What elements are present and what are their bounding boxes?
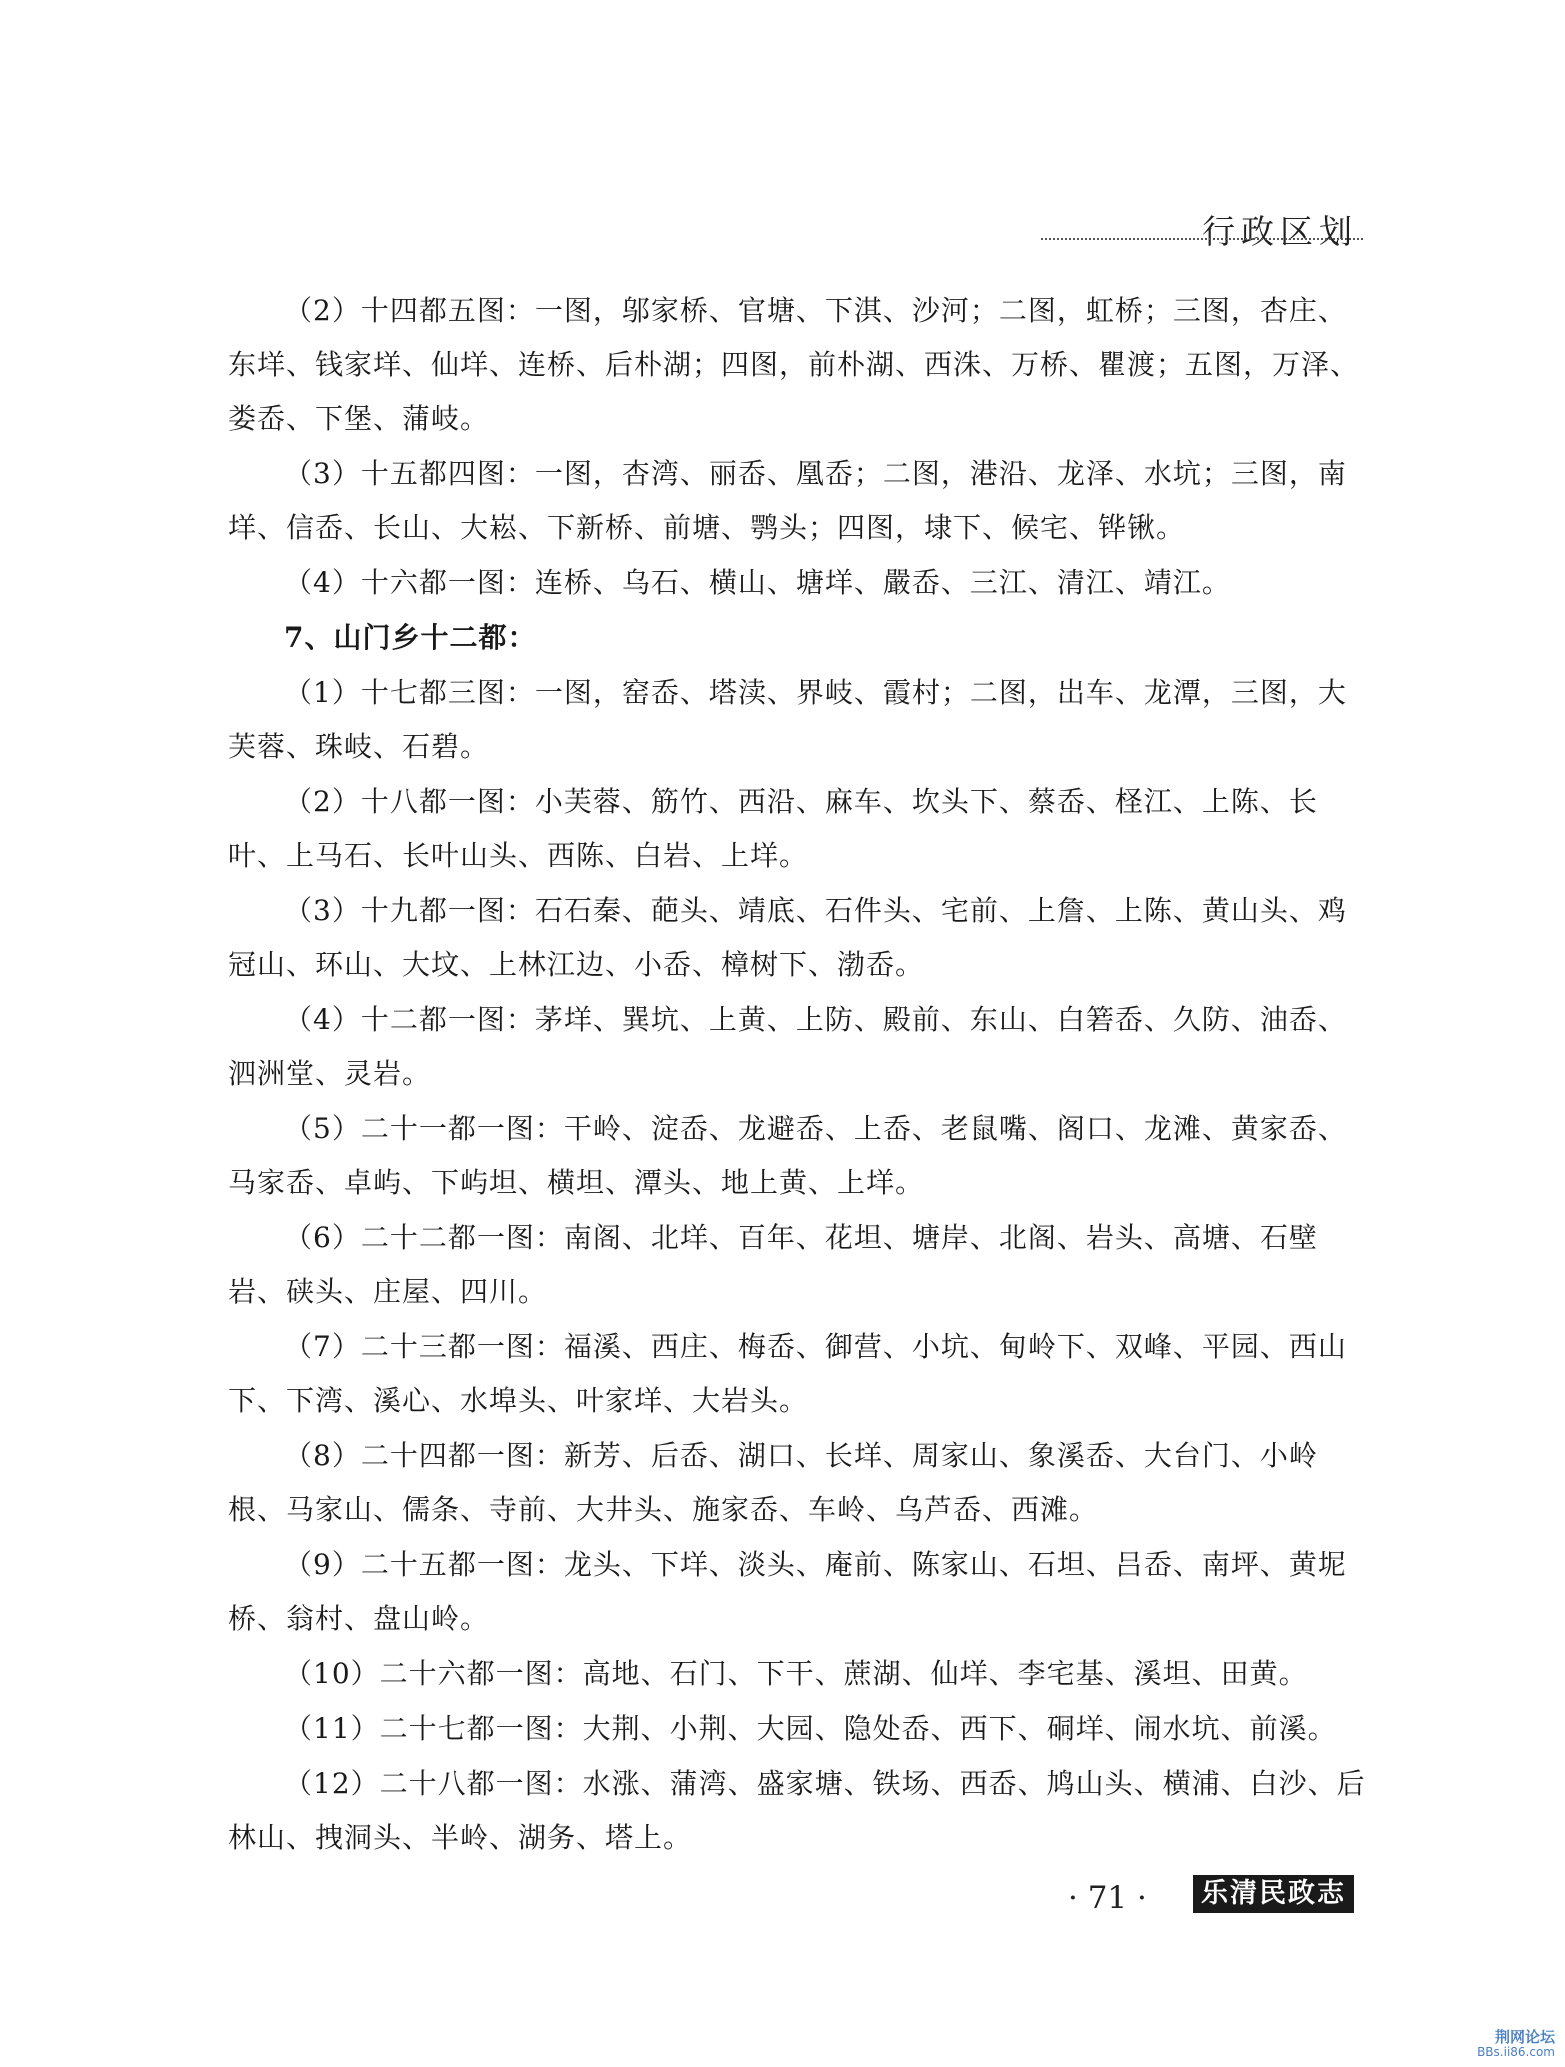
paragraph-item: （5）二十一都一图：干岭、淀岙、龙避岙、上岙、老鼠嘴、阁口、龙滩、黄家岙、马家岙、卓屿、下屿坦、横坦、潭头、地上黄、上垟。 [228,1112,1347,1199]
paragraph-item: （7）二十三都一图：福溪、西庄、梅岙、御营、小坑、甸岭下、双峰、平园、西山下、下湾、溪心、水埠头、叶家垟、大岩头。 [228,1330,1347,1417]
paragraph-item: （11）二十七都一图：大荆、小荆、大园、隐处岙、西下、硐垟、闹水坑、前溪。 [284,1712,1337,1745]
paragraph-item: （2）十八都一图：小芙蓉、筋竹、西沿、麻车、坎头下、蔡岙、柽江、上陈、长叶、上马石、长叶山头、西陈、白岩、上垟。 [228,785,1318,872]
page-body [228,284,1371,1865]
paragraph-item: （12）二十八都一图：水涨、蒲湾、盛家塘、铁场、西岙、鸠山头、横浦、白沙、后林山、拽洞头、半岭、湖务、塔上。 [228,1767,1366,1854]
page-number: · 71 · [1068,1880,1147,1916]
watermark-url: BBs.ii86.com [1477,2044,1555,2059]
watermark-title: 荆网论坛 [1494,2028,1555,2047]
section-heading: 7、山门乡十二都： [284,621,537,654]
paragraph-item: （2）十四都五图：一图，邬家桥、官塘、下淇、沙河；二图，虹桥；三图，杏庄、东垟、钱家垟、仙垟、连桥、后朴湖；四图，前朴湖、西洙、万桥、瞿渡；五图，万泽、娄岙、下堡、蒲岐。 [228,294,1360,435]
paragraph-item: （9）二十五都一图：龙头、下垟、淡头、庵前、陈家山、石坦、吕岙、南坪、黄坭桥、翁村、盘山岭。 [228,1548,1347,1635]
header-rule [1041,238,1363,240]
paragraph-item: （3）十九都一图：石石秦、葩头、靖底、石件头、宅前、上詹、上陈、黄山头、鸡冠山、环山、大坟、上林江边、小岙、樟树下、渤岙。 [228,894,1347,981]
watermark [1477,2029,1555,2059]
publication-label: 乐清民政志 [1193,1875,1354,1913]
paragraph-item: （10）二十六都一图：高地、石门、下干、蔗湖、仙垟、李宅基、溪坦、田黄。 [284,1657,1308,1690]
paragraph-item: （4）十二都一图：茅垟、巽坑、上黄、上防、殿前、东山、白箬岙、久防、油岙、泗洲堂、灵岩。 [228,1003,1347,1090]
paragraph-item: （1）十七都三图：一图，窑岙、塔渎、界岐、霞村；二图，岀车、龙潭，三图，大芙蓉、珠岐、石碧。 [228,676,1347,763]
paragraph-item: （6）二十二都一图：南阁、北垟、百年、花坦、塘岸、北阁、岩头、高塘、石壁岩、硖头、庄屋、四川。 [228,1221,1318,1308]
running-header: 行政区划 [1202,212,1358,251]
paragraph-item: （8）二十四都一图：新芳、后岙、湖口、长垟、周家山、象溪岙、大台门、小岭根、马家山、儒条、寺前、大井头、施家岙、车岭、乌芦岙、西滩。 [228,1439,1318,1526]
paragraph-item: （4）十六都一图：连桥、乌石、横山、塘垟、嚴岙、三江、清江、靖江。 [284,566,1231,599]
paragraph-item: （3）十五都四图：一图，杏湾、丽岙、凰岙；二图，港沿、龙泽、水坑；三图，南垟、信岙、长山、大崧、下新桥、前塘、鹗头；四图，埭下、候宅、铧锹。 [228,457,1347,544]
